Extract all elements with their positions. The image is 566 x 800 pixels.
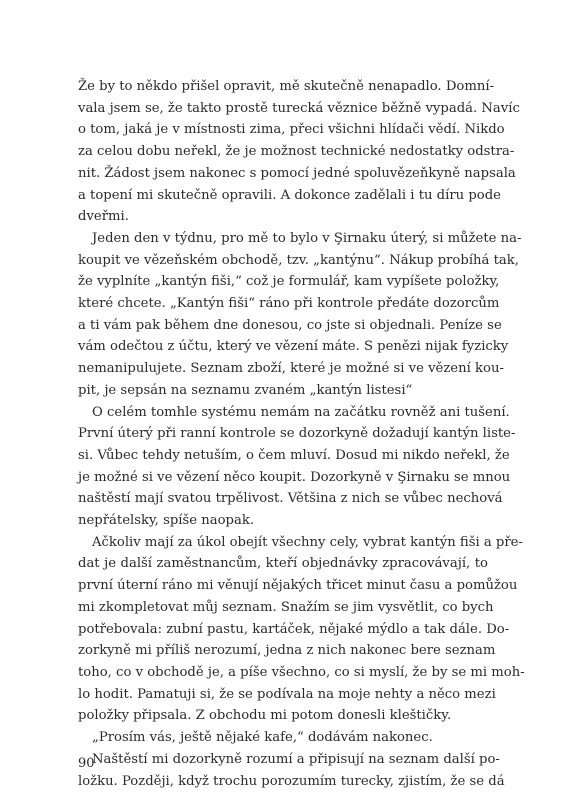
text-line: Že by to někdo přišel opravit, mě skutečně nenapadlo. Domní- <box>78 79 495 94</box>
text-line: vám odečtou z účtu, který ve vězení máte. S penězi nijak fyzicky <box>78 339 509 355</box>
text-line: vala jsem se, že takto prostě turecká věznice běžně vypadá. Navíc <box>78 100 520 116</box>
text-line: které chcete. „Kantýn fiši“ ráno při kontrole předáte dozorcům <box>78 296 500 312</box>
text-line: naštěstí mají svatou trpělivost. Většina z nich se vůbec nechová <box>78 491 503 507</box>
text-line: si. Vůbec tehdy netuším, o čem mluví. Dosud mi nikdo neřekl, že <box>78 447 510 463</box>
text-line: Ačkoliv mají za úkol obejít všechny cely, vybrat kantýn fiši a pře- <box>92 534 523 550</box>
text-line: za celou dobu neřekl, že je možnost technické nedostatky odstra- <box>78 144 515 160</box>
text-line: toho, co v obchodě je, a píše všechno, co si myslí, že by se mi moh- <box>78 664 525 680</box>
text-line: mi zkompletovat můj seznam. Snažím se jim vysvětlit, co bych <box>78 599 494 615</box>
paragraph <box>78 749 505 792</box>
text-line: potřebovala: zubní pastu, kartáček, nějaké mýdlo a tak dále. Do- <box>78 621 510 637</box>
text-line: dat je další zaměstnancům, kteří objednávky zpracovávají, to <box>78 556 488 572</box>
text-line: nit. Žádost jsem nakonec s pomocí jedné spoluvězeňkyně napsala <box>78 165 516 181</box>
text-line: položky připsala. Z obchodu mi potom donesli kleštičky. <box>78 708 452 724</box>
text-line: ložku. Později, když trochu porozumím turecky, zjistím, že se dá <box>78 773 505 789</box>
text-line: a topení mi skutečně opravili. A dokonce zadělali i tu díru pode <box>78 187 501 203</box>
text-line: zorkyně mi příliš nerozumí, jedna z nich nakonec bere seznam <box>78 643 496 659</box>
paragraph <box>78 532 525 727</box>
text-line: nemanipulujete. Seznam zboží, které je možné si ve vězení kou- <box>78 361 504 377</box>
body-text <box>78 76 525 792</box>
text-line: lo hodit. Pamatuji si, že se podívala na moje nehty a něco mezi <box>78 686 496 702</box>
text-line: Jeden den v týdnu, pro mě to bylo v Şirnaku úterý, si můžete na- <box>92 230 522 246</box>
text-line: První úterý při ranní kontrole se dozorkyně dožadují kantýn liste- <box>78 426 516 442</box>
text-line: koupit ve vězeňském obchodě, tzv. „kantýnu“. Nákup probíhá tak, <box>78 252 519 268</box>
text-line: O celém tomhle systému nemám na začátku rovněž ani tušení. <box>92 404 510 420</box>
text-line: Naštěstí mi dozorkyně rozumí a připisují na seznam další po- <box>92 751 500 767</box>
text-line: a ti vám pak během dne donesou, co jste si objednali. Peníze se <box>78 317 502 333</box>
text-line: „Prosím vás, ještě nějaké kafe,“ dodávám nakonec. <box>92 730 433 746</box>
text-line: pit, je sepsán na seznamu zvaném „kantýn listesi“ <box>78 382 413 398</box>
text-line: první úterní ráno mi věnují nějakých třicet minut času a pomůžou <box>78 578 518 594</box>
paragraph <box>78 228 522 402</box>
text-line: nepřátelsky, spíše naopak. <box>78 513 255 529</box>
paragraph <box>78 402 516 532</box>
text-line: dveřmi. <box>78 209 129 225</box>
page-number: 90 <box>78 756 95 771</box>
text-line: o tom, jaká je v místnosti zima, přeci všichni hlídači vědí. Nikdo <box>78 122 505 138</box>
paragraph <box>78 727 488 749</box>
text-line: je možné si ve vězení něco koupit. Dozorkyně v Şirnaku se mnou <box>78 469 511 485</box>
text-line: že vyplníte „kantýn fiši,“ což je formulář, kam vypíšete položky, <box>78 274 500 290</box>
paragraph <box>78 76 520 228</box>
